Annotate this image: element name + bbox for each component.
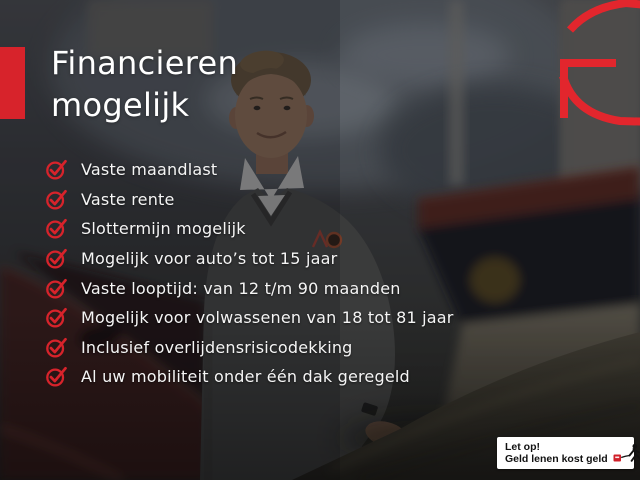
check-circle-icon (45, 306, 68, 329)
feature-text: Vaste looptijd: van 12 t/m 90 maanden (81, 278, 401, 298)
feature-list-item (45, 273, 454, 303)
credit-warning-text (505, 441, 608, 466)
red-accent-bar (0, 47, 25, 119)
check-circle-icon (45, 336, 68, 359)
check-circle-icon (45, 217, 68, 240)
check-circle-icon (45, 365, 68, 388)
feature-list-item (45, 214, 454, 244)
check-circle-icon (45, 188, 68, 211)
warning-line-1: Let op! (505, 440, 540, 453)
feature-text: Slottermijn mogelijk (81, 219, 246, 239)
feature-list-item (45, 333, 454, 363)
feature-list-item (45, 244, 454, 274)
credit-warning-badge (497, 437, 634, 469)
feature-list-item (45, 185, 454, 215)
title-line-2: mogelijk (51, 86, 190, 124)
feature-text: Mogelijk voor auto’s tot 15 jaar (81, 249, 338, 269)
feature-text: Mogelijk voor volwassenen van 18 tot 81 jaar (81, 308, 454, 328)
feature-text: Vaste maandlast (81, 160, 218, 180)
warning-line-2: Geld lenen kost geld (505, 453, 608, 465)
feature-list-item (45, 362, 454, 392)
feature-list (45, 155, 454, 392)
feature-list-item (45, 155, 454, 185)
page-title (51, 42, 238, 126)
feature-text: Inclusief overlijdensrisicodekking (81, 337, 353, 357)
person-dragging-money-icon (613, 443, 640, 463)
feature-list-item (45, 303, 454, 333)
feature-text: Al uw mobiliteit onder één dak geregeld (81, 367, 410, 387)
check-circle-icon (45, 277, 68, 300)
title-line-1: Financieren (51, 44, 239, 82)
feature-text: Vaste rente (81, 189, 175, 209)
check-circle-icon (45, 247, 68, 270)
check-circle-icon (45, 158, 68, 181)
